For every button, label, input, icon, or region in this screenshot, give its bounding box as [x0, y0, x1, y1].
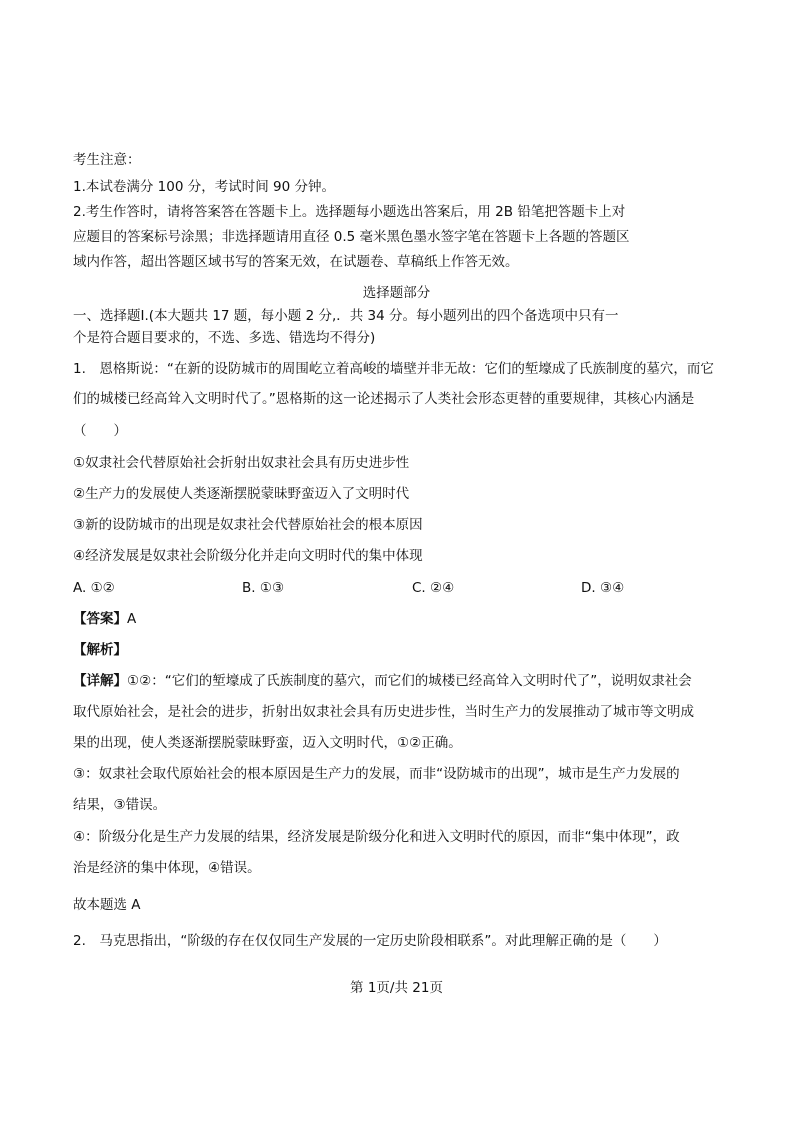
- q1-detail-point4-line-1: ④：阶级分化是生产力发展的结果，经济发展是阶级分化和进入文明时代的原因，而非“集中体现”，政: [73, 829, 680, 845]
- q1-option-b: B. ①③: [242, 580, 285, 596]
- q1-statement-3: ③新的设防城市的出现是奴隶社会代替原始社会的根本原因: [73, 517, 423, 533]
- q2-stem-line-1: 2. 马克思指出，“阶级的存在仅仅同生产发展的一定历史阶段相联系”。对此理解正确的是（ ）: [73, 933, 667, 949]
- analysis-tag: 【解析】: [73, 642, 127, 658]
- q1-statement-1: ①奴隶社会代替原始社会折射出奴隶社会具有历史进步性: [73, 455, 410, 471]
- q1-detail-line-1: [73, 671, 692, 691]
- detail-tag: 【详解】: [73, 673, 127, 689]
- notice-item-2-line-3: 域内作答，超出答题区域书写的答案无效，在试题卷、草稿纸上作答无效。: [73, 254, 519, 270]
- detail-text: ①②：“它们的堑壕成了氏族制度的墓穴，而它们的城楼已经高耸入文明时代了”，说明奴隶社会: [127, 673, 692, 689]
- page-footer: 第 1页/共 21页: [350, 980, 443, 996]
- q1-statement-2: ②生产力的发展使人类逐渐摆脱蒙昧野蛮迈入了文明时代: [73, 486, 410, 502]
- q1-option-a: A. ①②: [73, 580, 115, 596]
- q1-stem-line-3: （ ）: [73, 423, 127, 439]
- q1-option-d: D. ③④: [581, 580, 625, 596]
- q1-detail-point3-line-1: ③：奴隶社会取代原始社会的根本原因是生产力的发展，而非“设防城市的出现”，城市是生产力发展的: [73, 766, 680, 782]
- q1-detail-point3-line-2: 结果，③错误。: [73, 797, 167, 813]
- q1-stem-line-2: 们的城楼已经高耸入文明时代了。”恩格斯的这一论述揭示了人类社会形态更替的重要规律，其核心内涵是: [73, 391, 695, 407]
- notice-title: 考生注意：: [73, 152, 141, 168]
- q1-detail-point4-line-2: 治是经济的集中体现，④错误。: [73, 860, 261, 876]
- notice-item-2-line-2: 应题目的答案标号涂黑；非选择题请用直径 0.5 毫米黑色墨水签字笔在答题卡上各题的答题区: [73, 229, 630, 245]
- q1-detail-line-2: 取代原始社会，是社会的进步，折射出奴隶社会具有历史进步性，当时生产力的发展推动了城市等文明成: [73, 704, 694, 720]
- q1-option-c: C. ②④: [412, 580, 455, 596]
- q1-answer-row: [73, 609, 136, 629]
- notice-item-1: 1.本试卷满分 100 分，考试时间 90 分钟。: [73, 179, 335, 195]
- q1-stem-line-1: 1. 恩格斯说：“在新的设防城市的周围屹立着高峻的墙壁并非无故：它们的堑壕成了氏族制度的墓穴，而它: [73, 361, 714, 377]
- q1-statement-4: ④经济发展是奴隶社会阶级分化并走向文明时代的集中体现: [73, 548, 423, 564]
- q1-conclusion: 故本题选 A: [73, 897, 141, 913]
- section-header-line-1: 一、选择题Ⅰ.(本大题共 17 题，每小题 2 分,．共 34 分。每小题列出的四个备选项中只有一: [73, 308, 619, 324]
- section-title: 选择题部分: [362, 285, 431, 301]
- q1-detail-line-3: 果的出现，使人类逐渐摆脱蒙昧野蛮，迈入文明时代，①②正确。: [73, 735, 462, 751]
- q1-analysis-tag: [73, 640, 127, 660]
- answer-value: A: [127, 611, 137, 627]
- section-header-line-2: 个是符合题目要求的，不选、多选、错选均不得分): [73, 330, 376, 346]
- answer-tag: 【答案】: [73, 611, 127, 627]
- notice-item-2-line-1: 2.考生作答时，请将答案答在答题卡上。选择题每小题选出答案后，用 2B 铅笔把答题卡上对: [73, 204, 626, 220]
